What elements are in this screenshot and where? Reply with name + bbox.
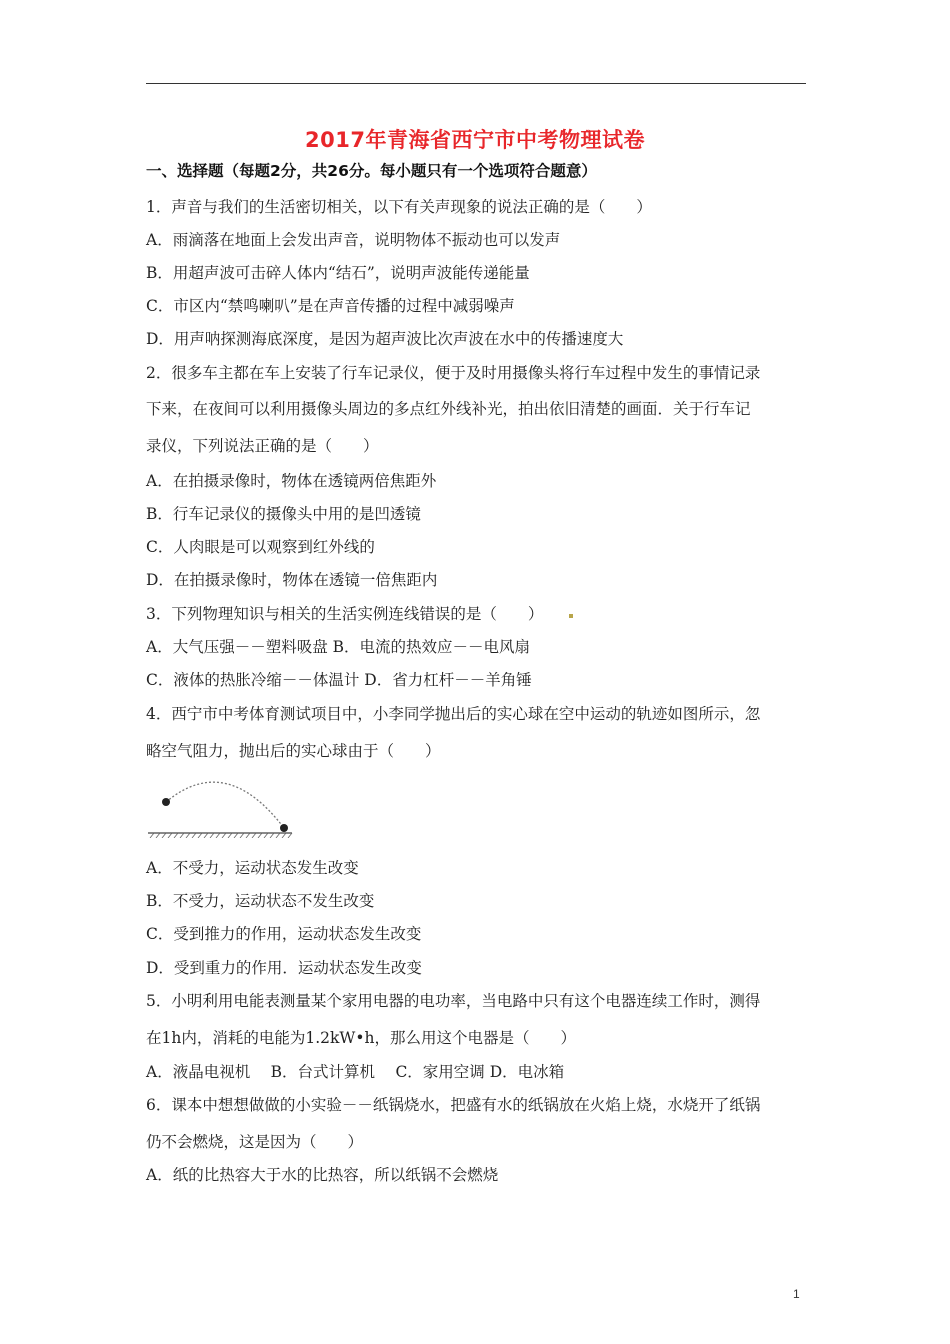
- section-heading: 一、选择题（每题2分，共26分。每小题只有一个选项符合题意）: [146, 162, 597, 180]
- text-line: C．液体的热胀冷缩－－体温计 D．省力杠杆－－羊角锤: [146, 671, 532, 689]
- text-line: 在1h内，消耗的电能为1.2kW•h，那么用这个电器是（ ）: [146, 1029, 576, 1047]
- trajectory-path: [166, 782, 284, 828]
- text-line: 略空气阻力，抛出后的实心球由于（ ）: [146, 742, 441, 760]
- text-line: D．用声呐探测海底深度，是因为超声波比次声波在水中的传播速度大: [146, 330, 624, 348]
- scan-speck: [569, 614, 573, 618]
- text-line: A．雨滴落在地面上会发出声音，说明物体不振动也可以发声: [146, 231, 561, 249]
- text-line: A．大气压强－－塑料吸盘 B．电流的热效应－－电风扇: [146, 638, 531, 656]
- text-line: 下来，在夜间可以利用摄像头周边的多点红外线补光，拍出依旧清楚的画面．关于行车记: [146, 400, 751, 418]
- text-line: 3．下列物理知识与相关的生活实例连线错误的是（ ）: [146, 605, 544, 623]
- text-line: A．不受力，运动状态发生改变: [146, 859, 359, 877]
- text-line: 5．小明利用电能表测量某个家用电器的电功率，当电路中只有这个电器连续工作时，测得: [146, 992, 761, 1010]
- page-title: 2017年青海省西宁市中考物理试卷: [305, 128, 645, 152]
- text-line: A．纸的比热容大于水的比热容，所以纸锅不会燃烧: [146, 1166, 499, 1184]
- ball-trajectory-figure: [146, 772, 296, 838]
- text-line: 录仪，下列说法正确的是（ ）: [146, 437, 379, 455]
- text-line: D．受到重力的作用．运动状态发生改变: [146, 959, 422, 977]
- ball-end: [280, 824, 288, 832]
- text-line: D．在拍摄录像时，物体在透镜一倍焦距内: [146, 571, 438, 589]
- text-line: B．行车记录仪的摄像头中用的是凹透镜: [146, 505, 421, 523]
- header-rule: [146, 83, 806, 84]
- text-line: 仍不会燃烧，这是因为（ ）: [146, 1133, 364, 1151]
- text-line: 6．课本中想想做做的小实验－－纸锅烧水，把盛有水的纸锅放在火焰上烧，水烧开了纸锅: [146, 1096, 761, 1114]
- text-line: C．人肉眼是可以观察到红外线的: [146, 538, 375, 556]
- page-number: 1: [793, 1287, 800, 1301]
- ball-start: [162, 798, 170, 806]
- text-line: B．用超声波可击碎人体内“结石”，说明声波能传递能量: [146, 264, 530, 282]
- text-line: 1．声音与我们的生活密切相关，以下有关声现象的说法正确的是（ ）: [146, 198, 652, 216]
- text-line: A．液晶电视机 B．台式计算机 C．家用空调 D．电冰箱: [146, 1063, 565, 1081]
- text-line: C．受到推力的作用，运动状态发生改变: [146, 925, 422, 943]
- ground-hatching: [150, 833, 292, 838]
- text-line: A．在拍摄录像时，物体在透镜两倍焦距外: [146, 472, 437, 490]
- text-line: B．不受力，运动状态不发生改变: [146, 892, 375, 910]
- text-line: 2．很多车主都在车上安装了行车记录仪，便于及时用摄像头将行车过程中发生的事情记录: [146, 364, 761, 382]
- text-line: C．市区内“禁鸣喇叭”是在声音传播的过程中减弱噪声: [146, 297, 515, 315]
- text-line: 4．西宁市中考体育测试项目中，小李同学抛出后的实心球在空中运动的轨迹如图所示，忽: [146, 705, 761, 723]
